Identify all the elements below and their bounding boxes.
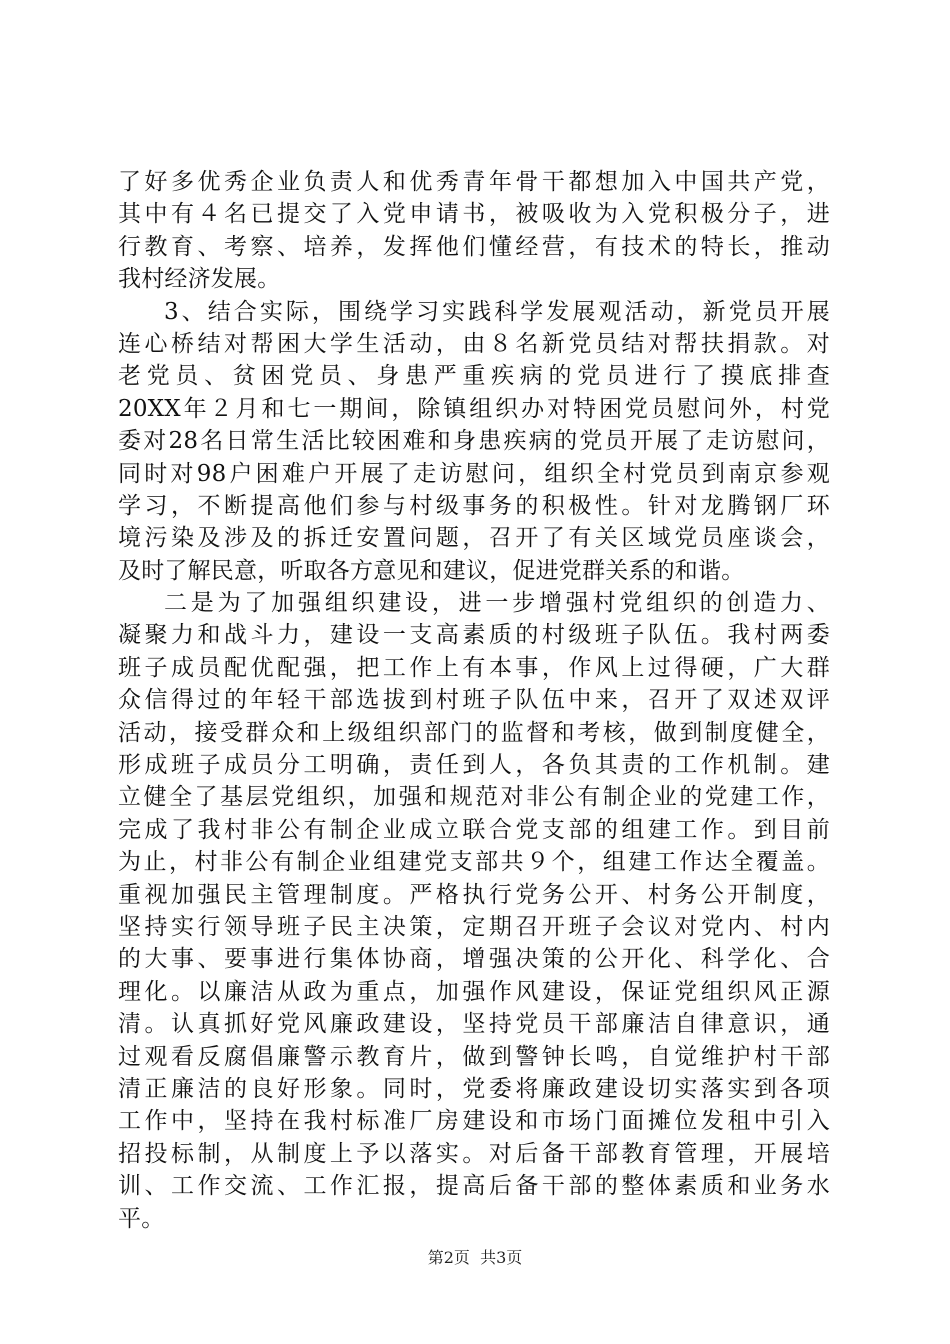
text-line: 平。: [118, 1205, 165, 1232]
text-line: 形成班子成员分工明确，责任到人，各负其责的工作机制。建: [118, 752, 830, 779]
text-line: 连心桥结对帮困大学生活动，由８名新党员结对帮扶捐款。对: [118, 330, 830, 357]
text-line: 同时对98户困难户开展了走访慰问，组织全村党员到南京参观: [118, 460, 830, 487]
text-line: 众信得过的年轻干部选拔到村班子队伍中来，召开了双述双评: [118, 687, 830, 714]
text-line: 老党员、贫困党员、身患严重疾病的党员进行了摸底排查: [118, 363, 830, 390]
text-line: 班子成员配优配强，把工作上有本事，作风上过得硬，广大群: [118, 654, 830, 681]
text-line: 活动，接受群众和上级组织部门的监督和考核，做到制度健全，: [118, 719, 830, 746]
text-line: 理化。以廉洁从政为重点，加强作风建设，保证党组织风正源: [118, 978, 830, 1005]
paragraph: [118, 166, 830, 296]
text-line: 二是为了加强组织建设，进一步增强村党组织的创造力、: [164, 590, 830, 617]
text-line: 行教育、考察、培养，发挥他们懂经营，有技术的特长，推动: [118, 233, 830, 260]
text-line: 我村经济发展。: [118, 266, 281, 293]
text-line: 的大事、要事进行集体协商，增强决策的公开化、科学化、合: [118, 946, 830, 973]
text-line: 完成了我村非公有制企业成立联合党支部的组建工作。到目前: [118, 816, 830, 843]
text-line: 20XX年２月和七一期间，除镇组织办对特困党员慰问外，村党: [118, 395, 830, 422]
text-line: 清。认真抓好党风廉政建设，坚持党员干部廉洁自律意识，通: [118, 1011, 830, 1038]
text-line: 重视加强民主管理制度。严格执行党务公开、村务公开制度，: [118, 881, 830, 908]
text-line: 委对28名日常生活比较困难和身患疾病的党员开展了走访慰问，: [118, 428, 830, 455]
text-line: 清正廉洁的良好形象。同时，党委将廉政建设切实落实到各项: [118, 1075, 830, 1102]
text-line: 坚持实行领导班子民主决策，定期召开班子会议对党内、村内: [118, 913, 830, 940]
text-line: 凝聚力和战斗力，建设一支高素质的村级班子队伍。我村两委: [118, 622, 830, 649]
text-line: 学习，不断提高他们参与村级事务的积极性。针对龙腾钢厂环: [118, 492, 830, 519]
paragraph: [118, 296, 830, 588]
text-line: 训、工作交流、工作汇报，提高后备干部的整体素质和业务水: [118, 1173, 830, 1200]
paragraph: [118, 587, 830, 1235]
page-footer: [0, 1247, 950, 1269]
text-line: 其中有４名已提交了入党申请书，被吸收为入党积极分子，进: [118, 201, 830, 228]
text-line: 为止，村非公有制企业组建党支部共９个，组建工作达全覆盖。: [118, 849, 830, 876]
text-line: 境污染及涉及的拆迁安置问题，召开了有关区域党员座谈会，: [118, 525, 830, 552]
text-line: 过观看反腐倡廉警示教育片，做到警钟长鸣，自觉维护村干部: [118, 1043, 830, 1070]
text-line: 了好多优秀企业负责人和优秀青年骨干都想加入中国共产党，: [118, 169, 830, 195]
text-line: 及时了解民意，听取各方意见和建议，促进党群关系的和谐。: [118, 557, 745, 584]
text-line: 招投标制，从制度上予以落实。对后备干部教育管理，开展培: [118, 1140, 830, 1167]
page-number-label: 第2页 共3页: [427, 1248, 523, 1267]
text-line: 3、结合实际，围绕学习实践科学发展观活动，新党员开展: [164, 298, 830, 325]
text-line: 工作中，坚持在我村标准厂房建设和市场门面摊位发租中引入: [118, 1108, 830, 1135]
text-line: 立健全了基层党组织，加强和规范对非公有制企业的党建工作，: [118, 784, 830, 811]
body-text: [118, 166, 830, 1235]
